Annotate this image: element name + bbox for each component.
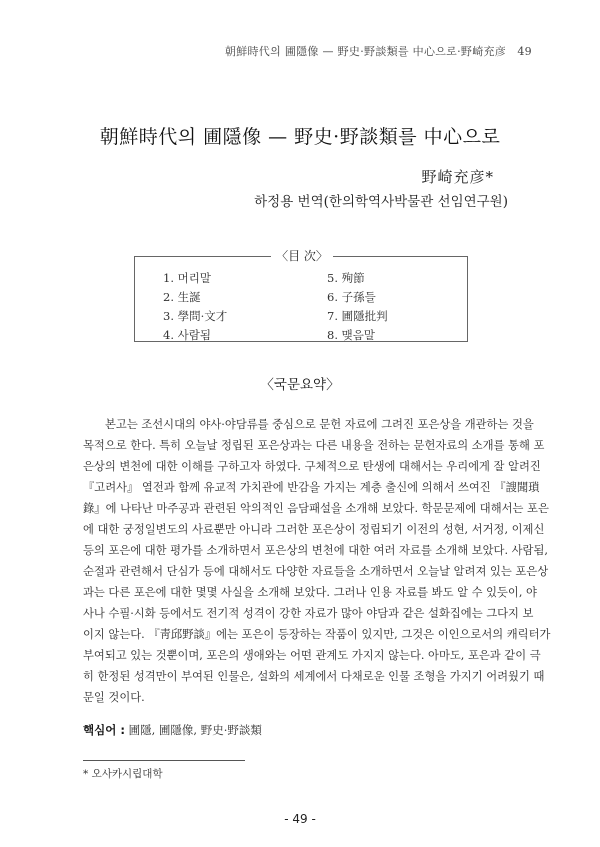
running-header: 朝鮮時代의 圃隱像 — 野史·野談類를 中心으로·野崎充彦 49 — [224, 45, 532, 58]
toc-item: 4. 사람됨 — [163, 328, 211, 342]
abstract-line: 은상의 변천에 대한 이해를 구하고자 하였다. 구체적으로 탄생에 대해서는 우리에게 잘 알려진 — [83, 460, 541, 473]
abstract-line: 『고려사』 열전과 함께 유교적 가치관에 반감을 가지는 계층 출신에 의해서 쓰여진 『謏聞瑣 — [83, 481, 540, 494]
toc-item: 2. 生誕 — [163, 290, 201, 304]
toc-item: 5. 殉節 — [327, 271, 365, 285]
toc-item: 1. 머리말 — [163, 271, 211, 285]
toc-item: 6. 子孫들 — [327, 290, 376, 304]
toc-item: 3. 學問·文才 — [163, 309, 228, 323]
toc-right-column — [327, 269, 388, 345]
abstract-line: 에 대한 궁정일변도의 사료뿐만 아니라 그러한 포은상이 정립되기 이전의 성현, 서거정, 이제신 — [83, 523, 545, 536]
author-name: 野崎充彦* — [421, 168, 494, 186]
toc-caption: 〈目 次〉 — [271, 247, 333, 264]
paper-title: 朝鮮時代의 圃隱像 — 野史·野談類를 中心으로 — [99, 126, 501, 148]
translator-credit: 하정용 번역(한의학역사박물관 선임연구원) — [254, 194, 508, 210]
abstract-line: 히 한정된 성격만이 부여된 인물은, 설화의 세계에서 다채로운 인물 조형을 가지기 어려웠기 때 — [83, 670, 545, 683]
toc-left-column — [163, 269, 227, 345]
abstract-line: 과는 다른 포은에 대한 몇몇 사실을 소개해 보았다. 그러나 인용 자료를 봐도 알 수 있듯이, 야 — [83, 586, 537, 599]
abstract-line: 부여되고 있는 것뿐이며, 포은의 생애와는 어떤 관계도 가지지 않는다. 아마도, 포은과 같이 극 — [83, 649, 541, 662]
abstract-line: 문일 것이다. — [83, 691, 145, 704]
footnote-divider — [83, 760, 245, 761]
abstract-line: 목적으로 한다. 특히 오늘날 정립된 포은상과는 다른 내용을 전하는 문헌자료의 소개를 통해 포 — [83, 439, 545, 452]
keywords-label: 핵심어 : — [83, 723, 125, 737]
abstract-line: 순절과 관련해서 단심가 등에 대해서도 다양한 자료들을 소개하면서 오늘날 알려져 있는 포은상 — [83, 565, 549, 578]
keywords — [83, 722, 262, 738]
toc-item: 7. 圃隱批判 — [327, 309, 388, 323]
footnote: * 오사카시립대학 — [83, 768, 163, 780]
abstract-line: 사나 수필·시화 등에서도 전기적 성격이 강한 자료가 많아 야담과 같은 설화집에는 그다지 보 — [83, 607, 534, 620]
abstract-line: 등의 포은에 대한 평가를 소개하면서 포은상의 변천에 대한 여러 자료를 소개해 보았다. 사람됨, — [83, 544, 548, 557]
abstract-body — [83, 414, 551, 708]
abstract-heading: 〈국문요약〉 — [260, 377, 340, 393]
keywords-value: 圃隱, 圃隱像, 野史·野談類 — [128, 723, 262, 737]
table-of-contents — [134, 249, 468, 342]
toc-item: 8. 맺음말 — [327, 328, 375, 342]
abstract-line: 본고는 조선시대의 야사·야담류를 중심으로 문헌 자료에 그려진 포은상을 개관하는 것을 — [105, 418, 534, 431]
abstract-line: 이지 않는다. 『靑邱野談』에는 포은이 등장하는 작품이 있지만, 그것은 이인으로서의 캐릭터가 — [83, 628, 551, 641]
abstract-line: 錄』에 나타난 마주공과 관련된 악의적인 음담패설을 소개해 보았다. 학문문제에 대해서는 포은 — [83, 502, 549, 515]
page-number: - 49 - — [284, 812, 316, 826]
